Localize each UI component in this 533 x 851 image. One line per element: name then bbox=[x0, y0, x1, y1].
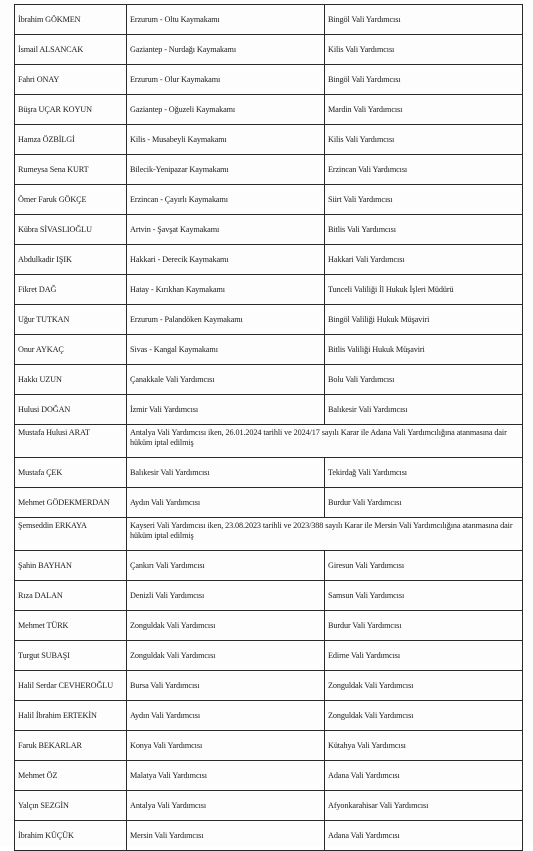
appointed-post-cell: Zonguldak Vali Yardımcısı bbox=[325, 701, 523, 731]
table-row bbox=[15, 761, 523, 791]
previous-post-cell: Zonguldak Vali Yardımcısı bbox=[127, 611, 325, 641]
appointed-post-cell: Adana Vali Yardımcısı bbox=[325, 821, 523, 851]
previous-post-cell: Bursa Vali Yardımcısı bbox=[127, 671, 325, 701]
table-row bbox=[15, 518, 523, 551]
table-row bbox=[15, 551, 523, 581]
person-name-cell: Ömer Faruk GÖKÇE bbox=[15, 185, 127, 215]
previous-post-cell: Zonguldak Vali Yardımcısı bbox=[127, 641, 325, 671]
person-name-cell: Hulusi DOĞAN bbox=[15, 395, 127, 425]
table-row bbox=[15, 245, 523, 275]
appointed-post-cell: Bitlis Valiliği Hukuk Müşaviri bbox=[325, 335, 523, 365]
previous-post-cell: Gaziantep - Nurdağı Kaymakamı bbox=[127, 35, 325, 65]
person-name-cell: İbrahim GÖKMEN bbox=[15, 5, 127, 35]
person-name-cell: Hamza ÖZBİLGİ bbox=[15, 125, 127, 155]
person-name-cell: Mehmet ÖZ bbox=[15, 761, 127, 791]
appointed-post-cell: Bitlis Vali Yardımcısı bbox=[325, 215, 523, 245]
appointed-post-cell: Tunceli Valiliği İl Hukuk İşleri Müdürü bbox=[325, 275, 523, 305]
appointed-post-cell: Kütahya Vali Yardımcısı bbox=[325, 731, 523, 761]
previous-post-cell: Aydın Vali Yardımcısı bbox=[127, 701, 325, 731]
previous-post-cell: Denizli Vali Yardımcısı bbox=[127, 581, 325, 611]
previous-post-cell: Gaziantep - Oğuzeli Kaymakamı bbox=[127, 95, 325, 125]
appointed-post-cell: Hakkari Vali Yardımcısı bbox=[325, 245, 523, 275]
previous-post-cell: Artvin - Şavşat Kaymakamı bbox=[127, 215, 325, 245]
appointed-post-cell: Bolu Vali Yardımcısı bbox=[325, 365, 523, 395]
appointed-post-cell: Mardin Vali Yardımcısı bbox=[325, 95, 523, 125]
table-row bbox=[15, 581, 523, 611]
table-row bbox=[15, 488, 523, 518]
table-row bbox=[15, 125, 523, 155]
person-name-cell: Yalçın SEZGİN bbox=[15, 791, 127, 821]
appointed-post-cell: Giresun Vali Yardımcısı bbox=[325, 551, 523, 581]
table-row bbox=[15, 791, 523, 821]
table-row bbox=[15, 731, 523, 761]
previous-post-cell: Erzurum - Olur Kaymakamı bbox=[127, 65, 325, 95]
previous-post-cell: Kilis - Musabeyli Kaymakamı bbox=[127, 125, 325, 155]
table-row bbox=[15, 275, 523, 305]
person-name-cell: Rıza DALAN bbox=[15, 581, 127, 611]
person-name-cell: Şemseddin ERKAYA bbox=[15, 518, 127, 551]
person-name-cell: Mustafa Hulusi ARAT bbox=[15, 425, 127, 458]
previous-post-cell: Çankırı Vali Yardımcısı bbox=[127, 551, 325, 581]
appointed-post-cell: Tekirdağ Vali Yardımcısı bbox=[325, 458, 523, 488]
table-row bbox=[15, 458, 523, 488]
table-row bbox=[15, 155, 523, 185]
appointed-post-cell: Bingöl Vali Yardımcısı bbox=[325, 5, 523, 35]
person-name-cell: Kübra SİVASLIOĞLU bbox=[15, 215, 127, 245]
previous-post-cell: Malatya Vali Yardımcısı bbox=[127, 761, 325, 791]
table-row bbox=[15, 821, 523, 851]
previous-post-cell: Erzincan - Çayırlı Kaymakamı bbox=[127, 185, 325, 215]
appointed-post-cell: Balıkesir Vali Yardımcısı bbox=[325, 395, 523, 425]
person-name-cell: Şahin BAYHAN bbox=[15, 551, 127, 581]
table-row bbox=[15, 215, 523, 245]
appointed-post-cell: Adana Vali Yardımcısı bbox=[325, 761, 523, 791]
annulment-note-cell: Kayseri Vali Yardımcısı iken, 23.08.2023 tarihli ve 2023/388 sayılı Karar ile Mersin Vali Yardımcılığına atanmasına dair hüküm iptal edilmiş bbox=[127, 518, 523, 551]
person-name-cell: Hakkı UZUN bbox=[15, 365, 127, 395]
table-row bbox=[15, 611, 523, 641]
appointed-post-cell: Edirne Vali Yardımcısı bbox=[325, 641, 523, 671]
person-name-cell: Fahri ONAY bbox=[15, 65, 127, 95]
appointed-post-cell: Erzincan Vali Yardımcısı bbox=[325, 155, 523, 185]
table-row bbox=[15, 185, 523, 215]
previous-post-cell: Konya Vali Yardımcısı bbox=[127, 731, 325, 761]
person-name-cell: Rumeysa Sena KURT bbox=[15, 155, 127, 185]
previous-post-cell: Aydın Vali Yardımcısı bbox=[127, 488, 325, 518]
annulment-note-cell: Antalya Vali Yardımcısı iken, 26.01.2024 tarihli ve 2024/17 sayılı Karar ile Adana Vali Yardımcılığına atanmasına dair hüküm iptal edilmiş bbox=[127, 425, 523, 458]
appointed-post-cell: Bingöl Vali Yardımcısı bbox=[325, 65, 523, 95]
table-row bbox=[15, 335, 523, 365]
previous-post-cell: Erzurum - Oltu Kaymakamı bbox=[127, 5, 325, 35]
person-name-cell: Turgut SUBAŞI bbox=[15, 641, 127, 671]
previous-post-cell: Erzurum - Palandöken Kaymakamı bbox=[127, 305, 325, 335]
person-name-cell: Fikret DAĞ bbox=[15, 275, 127, 305]
table-row bbox=[15, 35, 523, 65]
table-row bbox=[15, 365, 523, 395]
previous-post-cell: Bilecik-Yenipazar Kaymakamı bbox=[127, 155, 325, 185]
table-row bbox=[15, 641, 523, 671]
previous-post-cell: Hakkari - Derecik Kaymakamı bbox=[127, 245, 325, 275]
previous-post-cell: Balıkesir Vali Yardımcısı bbox=[127, 458, 325, 488]
previous-post-cell: Çanakkale Vali Yardımcısı bbox=[127, 365, 325, 395]
appointed-post-cell: Siirt Vali Yardımcısı bbox=[325, 185, 523, 215]
appointments-table bbox=[14, 4, 523, 851]
table-row bbox=[15, 5, 523, 35]
table-row bbox=[15, 305, 523, 335]
appointed-post-cell: Samsun Vali Yardımcısı bbox=[325, 581, 523, 611]
table-row bbox=[15, 65, 523, 95]
person-name-cell: Halil İbrahim ERTEKİN bbox=[15, 701, 127, 731]
previous-post-cell: Hatay - Kırıkhan Kaymakamı bbox=[127, 275, 325, 305]
person-name-cell: İbrahim KÜÇÜK bbox=[15, 821, 127, 851]
person-name-cell: Mustafa ÇEK bbox=[15, 458, 127, 488]
previous-post-cell: Antalya Vali Yardımcısı bbox=[127, 791, 325, 821]
person-name-cell: Mehmet GÖDEKMERDAN bbox=[15, 488, 127, 518]
appointed-post-cell: Bingöl Valiliği Hukuk Müşaviri bbox=[325, 305, 523, 335]
appointed-post-cell: Kilis Vali Yardımcısı bbox=[325, 35, 523, 65]
person-name-cell: İsmail ALSANCAK bbox=[15, 35, 127, 65]
person-name-cell: Büşra UÇAR KOYUN bbox=[15, 95, 127, 125]
appointed-post-cell: Zonguldak Vali Yardımcısı bbox=[325, 671, 523, 701]
person-name-cell: Abdulkadir IŞIK bbox=[15, 245, 127, 275]
person-name-cell: Uğur TUTKAN bbox=[15, 305, 127, 335]
person-name-cell: Faruk BEKARLAR bbox=[15, 731, 127, 761]
table-row bbox=[15, 701, 523, 731]
table-row bbox=[15, 395, 523, 425]
appointed-post-cell: Burdur Vali Yardımcısı bbox=[325, 488, 523, 518]
previous-post-cell: Mersin Vali Yardımcısı bbox=[127, 821, 325, 851]
appointed-post-cell: Kilis Vali Yardımcısı bbox=[325, 125, 523, 155]
appointed-post-cell: Afyonkarahisar Vali Yardımcısı bbox=[325, 791, 523, 821]
previous-post-cell: İzmir Vali Yardımcısı bbox=[127, 395, 325, 425]
table-row bbox=[15, 95, 523, 125]
person-name-cell: Halil Serdar CEVHEROĞLU bbox=[15, 671, 127, 701]
previous-post-cell: Sivas - Kangal Kaymakamı bbox=[127, 335, 325, 365]
appointed-post-cell: Burdur Vali Yardımcısı bbox=[325, 611, 523, 641]
person-name-cell: Mehmet TÜRK bbox=[15, 611, 127, 641]
table-row bbox=[15, 671, 523, 701]
person-name-cell: Onur AYKAÇ bbox=[15, 335, 127, 365]
appointments-table-body bbox=[15, 5, 523, 851]
table-row bbox=[15, 425, 523, 458]
